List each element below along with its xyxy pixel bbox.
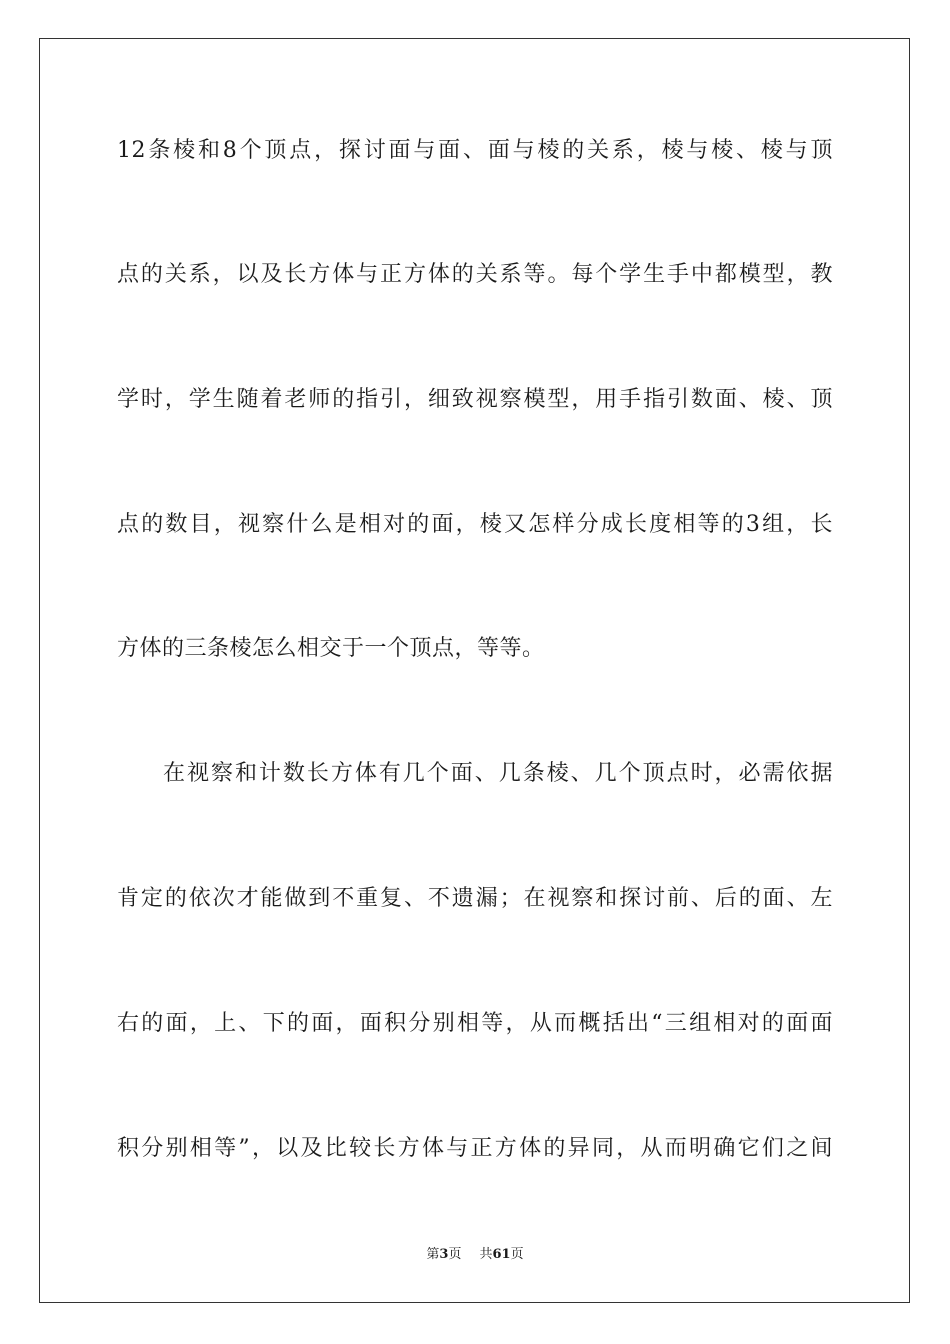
text-line-9: 积分别相等”，以及比较长方体与正方体的异同，从而明确它们之间 xyxy=(117,1136,833,1161)
text-line-8: 右的面，上、下的面，面积分别相等，从而概括出“三组相对的面面 xyxy=(117,1011,833,1036)
text-line-1: 12条棱和8个顶点，探讨面与面、面与棱的关系，棱与棱、棱与顶 xyxy=(117,138,833,163)
text-line-5: 方体的三条棱怎么相交于一个顶点，等等。 xyxy=(117,636,545,661)
text-line-6: 在视察和计数长方体有几个面、几条棱、几个顶点时，必需依据 xyxy=(163,761,833,786)
text-line-3: 学时，学生随着老师的指引，细致视察模型，用手指引数面、棱、顶 xyxy=(117,387,833,412)
footer-page-prefix: 第 xyxy=(426,1247,440,1262)
footer-total-suffix: 页 xyxy=(510,1247,524,1262)
text-line-2: 点的关系，以及长方体与正方体的关系等。每个学生手中都模型，教 xyxy=(117,262,833,287)
footer-total-prefix: 共 xyxy=(479,1247,493,1262)
footer-page-suffix: 页 xyxy=(448,1247,462,1262)
page-border xyxy=(39,38,910,1303)
text-line-4: 点的数目，视察什么是相对的面，棱又怎样分成长度相等的3组，长 xyxy=(117,512,833,537)
footer-total-pages: 61 xyxy=(492,1247,511,1262)
text-line-7: 肯定的依次才能做到不重复、不遗漏；在视察和探讨前、后的面、左 xyxy=(117,886,833,911)
footer-page-number: 3 xyxy=(439,1247,449,1262)
page-footer xyxy=(0,1246,950,1264)
